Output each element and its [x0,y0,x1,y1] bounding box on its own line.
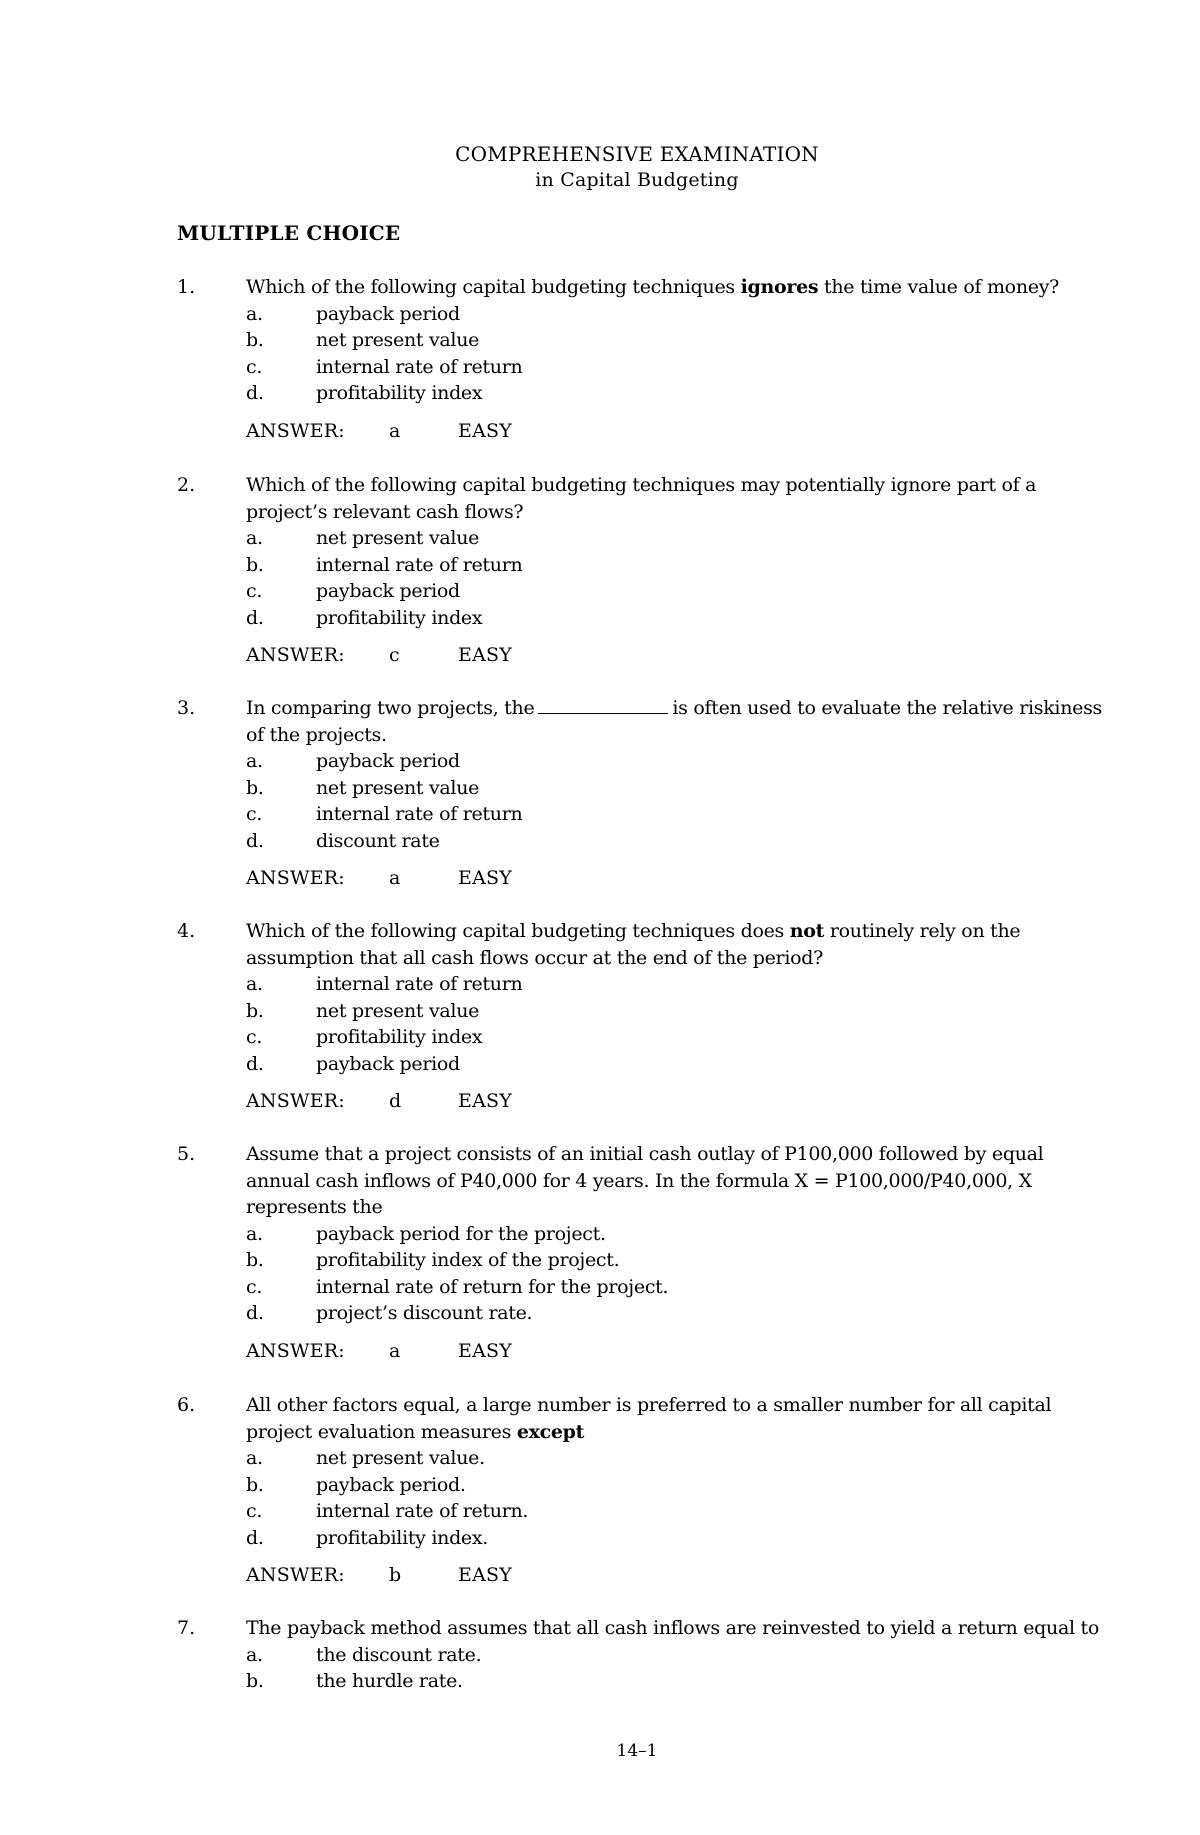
choice-letter: a. [246,1643,263,1666]
choice-text: internal rate of return [316,973,523,995]
fill-in-blank [538,695,668,714]
choice-letter: b. [246,329,264,351]
choice-letter: a. [246,527,263,549]
difficulty-label: EASY [458,644,512,666]
choice-text: internal rate of return [316,355,523,378]
choice-letter: c. [246,803,263,825]
choice-text: payback period. [316,1473,466,1496]
answer-key: b [389,1564,402,1586]
answer-label: ANSWER: [246,419,345,442]
choice-text: payback period [316,580,460,602]
choice-text: profitability index [316,1026,483,1048]
choice-letter: b. [246,1670,264,1692]
question-text: Which of the following capital budgeting techniques may potentially ignore part of a project’s relevant cash flows? [246,474,1037,523]
answer-key: c [389,644,400,666]
difficulty-label: EASY [458,1564,512,1586]
question-text: Which of the following capital budgeting techniques ignores the time value of money? [246,276,1060,298]
choice-text: the discount rate. [316,1643,482,1666]
answer-label: ANSWER: [246,1564,345,1586]
choice-letter: b. [246,1473,264,1496]
answer-key: d [389,1090,402,1112]
choice-letter: b. [246,1249,264,1271]
answer-label: ANSWER: [246,644,345,666]
question-text: The payback method assumes that all cash inflows are reinvested to yield a return equal to [246,1617,1099,1639]
answer-key: a [389,867,401,889]
choice-letter: d. [246,382,264,404]
choice-letter: b. [246,999,264,1022]
choice-text: discount rate [316,829,440,852]
choice-text: internal rate of return [316,553,523,576]
question-text: All other factors equal, a large number is preferred to a smaller number for all capital project evaluation measures except [246,1394,1052,1443]
choice-text: payback period [316,1052,460,1075]
difficulty-label: EASY [458,867,512,889]
page-number: 14–1 [616,1741,658,1761]
choice-text: internal rate of return [316,803,523,825]
section-heading: MULTIPLE CHOICE [177,221,401,245]
choice-letter: c. [246,1500,263,1522]
question-number: 7. [177,1617,196,1639]
question-number: 5. [177,1143,196,1165]
choice-text: the hurdle rate. [316,1670,463,1692]
question-text: Assume that a project consists of an initial cash outlay of P100,000 followed by equal annual cash inflows of P40,000 for 4 years. In the formula X = P100,000/P40,000, X represents the [246,1143,1044,1218]
choice-letter: b. [246,553,264,576]
choice-text: profitability index of the project. [316,1249,620,1271]
choice-text: project’s discount rate. [316,1302,533,1324]
answer-key: a [389,1339,401,1362]
choice-text: net present value [316,329,480,351]
choice-text: payback period [316,750,460,772]
question-text: In comparing two projects, the is often used to evaluate the relative riskiness of the projects. [246,697,1102,746]
choice-text: net present value [316,527,480,549]
question-number: 2. [177,474,196,496]
answer-label: ANSWER: [246,1339,345,1362]
choice-letter: d. [246,829,264,852]
choice-letter: c. [246,1026,263,1048]
choice-letter: c. [246,580,263,602]
choice-letter: b. [246,776,264,799]
choice-letter: d. [246,1052,264,1075]
emphasis-text: except [516,1420,585,1443]
choice-text: net present value. [316,1447,485,1469]
choice-text: profitability index [316,382,483,404]
choice-text: internal rate of return for the project. [316,1275,669,1298]
choice-text: net present value [316,999,480,1022]
emphasis-text: ignores [740,276,819,298]
difficulty-label: EASY [458,1090,512,1112]
choice-letter: d. [246,1526,264,1549]
page-subtitle: in Capital Budgeting [535,169,739,191]
choice-text: internal rate of return. [316,1500,529,1522]
question-number: 3. [177,697,196,719]
page-title: COMPREHENSIVE EXAMINATION [455,142,819,166]
choice-text: payback period [316,302,460,325]
choice-letter: d. [246,1302,264,1324]
choice-letter: a. [246,302,263,325]
choice-letter: a. [246,750,263,772]
question-text: Which of the following capital budgeting techniques does not routinely rely on the assumption that all cash flows occur at the end of the period? [246,920,1021,969]
choice-text: net present value [316,776,480,799]
choice-letter: d. [246,606,264,629]
answer-key: a [389,419,401,442]
choice-letter: c. [246,355,263,378]
difficulty-label: EASY [458,1339,512,1362]
choice-letter: a. [246,973,263,995]
question-number: 4. [177,920,196,942]
choice-text: payback period for the project. [316,1222,606,1245]
question-number: 1. [177,276,196,298]
choice-letter: c. [246,1275,263,1298]
answer-label: ANSWER: [246,1090,345,1112]
question-number: 6. [177,1394,196,1416]
choice-text: profitability index. [316,1526,489,1549]
choice-letter: a. [246,1447,263,1469]
choice-text: profitability index [316,606,483,629]
difficulty-label: EASY [458,419,512,442]
answer-label: ANSWER: [246,867,345,889]
emphasis-text: not [789,920,825,942]
choice-letter: a. [246,1222,263,1245]
